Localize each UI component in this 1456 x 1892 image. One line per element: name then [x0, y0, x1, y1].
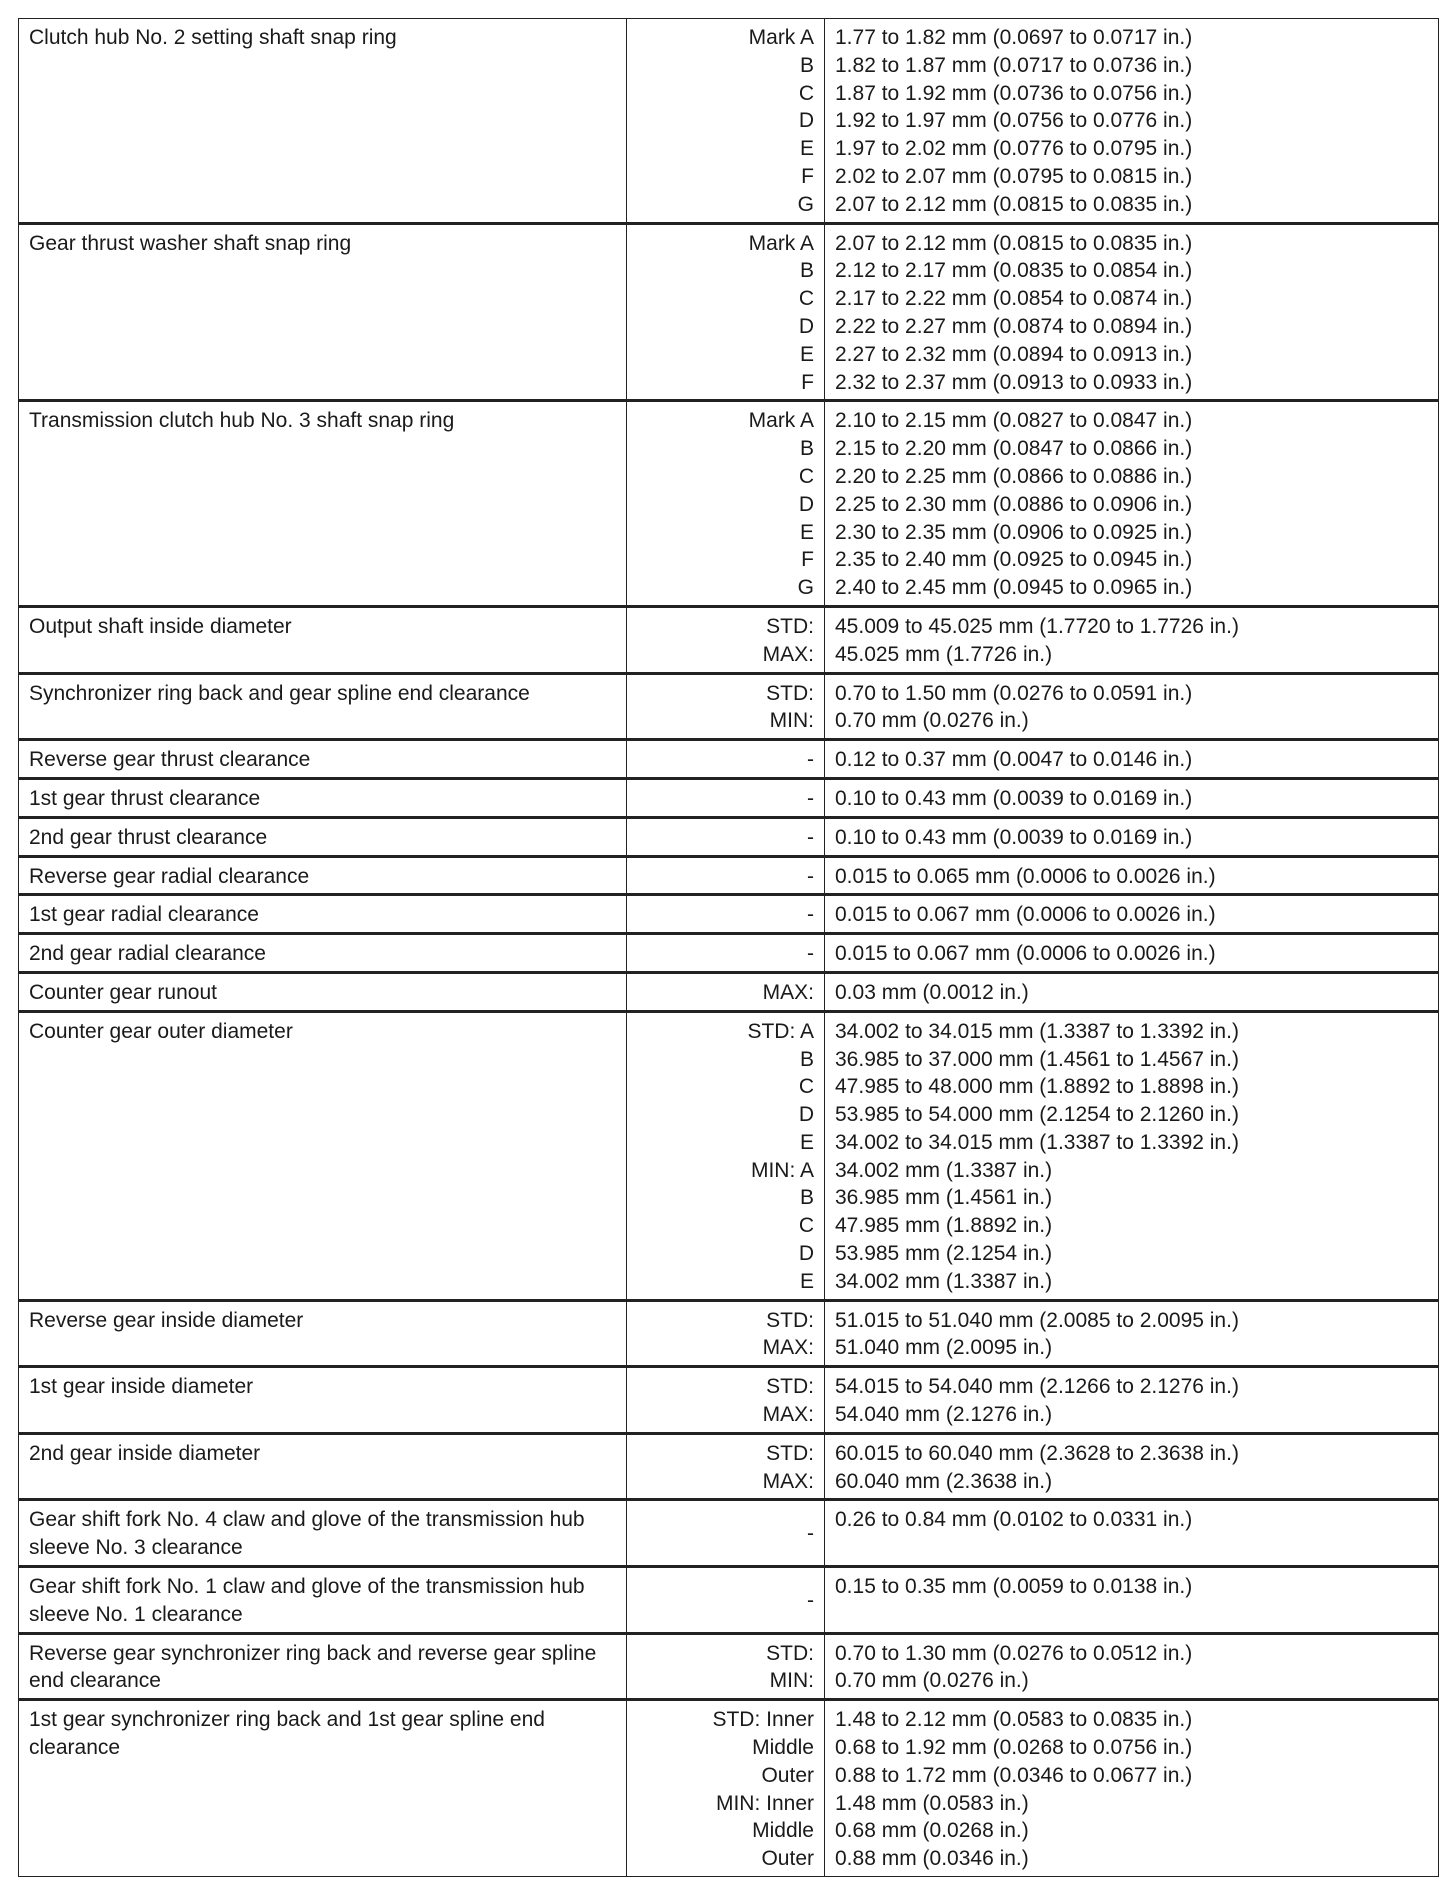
condition-label: C — [798, 1214, 814, 1238]
condition-label: - — [807, 903, 814, 927]
condition-label: - — [807, 864, 814, 888]
spec-value: 0.70 mm (0.0276 in.) — [835, 709, 1029, 733]
condition-label: - — [807, 748, 814, 772]
spec-value: 36.985 to 37.000 mm (1.4561 to 1.4567 in.) — [835, 1047, 1239, 1071]
spec-value: 60.015 to 60.040 mm (2.3628 to 2.3638 in.) — [835, 1441, 1239, 1465]
item-label: Counter gear outer diameter — [29, 1019, 293, 1043]
spec-value: 36.985 mm (1.4561 in.) — [835, 1186, 1053, 1210]
spec-value: 34.002 to 34.015 mm (1.3387 to 1.3392 in.) — [835, 1019, 1239, 1043]
condition-cell — [627, 1433, 825, 1500]
item-cell — [19, 1700, 627, 1877]
spec-value: 0.88 mm (0.0346 in.) — [835, 1847, 1029, 1871]
condition-label: Outer — [761, 1763, 814, 1787]
table-row — [19, 1633, 1439, 1700]
item-label: Gear shift fork No. 1 claw and glove of the transmission hub sleeve No. 1 clearance — [29, 1575, 585, 1626]
item-label: Transmission clutch hub No. 3 shaft snap ring — [29, 409, 455, 433]
table-row — [19, 673, 1439, 740]
condition-label: D — [798, 492, 814, 516]
condition-cell — [627, 1367, 825, 1434]
item-label: 2nd gear thrust clearance — [29, 825, 268, 849]
condition-label: F — [801, 548, 814, 572]
spec-table — [18, 18, 1439, 1877]
condition-cell — [627, 972, 825, 1011]
condition-label: D — [798, 314, 814, 338]
table-row — [19, 1433, 1439, 1500]
spec-value: 0.015 to 0.067 mm (0.0006 to 0.0026 in.) — [835, 942, 1216, 966]
item-label: Gear shift fork No. 4 claw and glove of the transmission hub sleeve No. 3 clearance — [29, 1508, 585, 1560]
condition-label: G — [797, 576, 814, 600]
spec-value: 34.002 mm (1.3387 in.) — [835, 1269, 1053, 1293]
spec-value: 2.02 to 2.07 mm (0.0795 to 0.0815 in.) — [835, 164, 1193, 188]
condition-label: MIN: Inner — [715, 1791, 814, 1815]
spec-cell — [825, 606, 1439, 673]
spec-value: 1.48 to 2.12 mm (0.0583 to 0.0835 in.) — [835, 1708, 1193, 1732]
item-label: 2nd gear inside diameter — [29, 1441, 261, 1465]
item-cell — [19, 1567, 627, 1634]
condition-label: B — [799, 259, 814, 283]
spec-value: 47.985 to 48.000 mm (1.8892 to 1.8898 in.) — [835, 1075, 1239, 1099]
spec-value: 47.985 mm (1.8892 in.) — [835, 1214, 1053, 1238]
condition-cell — [627, 1300, 825, 1367]
table-row — [19, 1700, 1439, 1877]
condition-label: B — [799, 1186, 814, 1210]
table-row — [19, 856, 1439, 895]
item-cell — [19, 1500, 627, 1567]
condition-cell — [627, 895, 825, 934]
table-row — [19, 19, 1439, 224]
spec-value: 2.32 to 2.37 mm (0.0913 to 0.0933 in.) — [835, 370, 1193, 394]
condition-cell — [627, 1500, 825, 1567]
item-label: Reverse gear inside diameter — [29, 1308, 304, 1332]
item-cell — [19, 1300, 627, 1367]
spec-table-body — [19, 19, 1439, 1877]
spec-cell — [825, 1300, 1439, 1367]
spec-cell — [825, 740, 1439, 779]
condition-label: C — [798, 1075, 814, 1099]
table-row — [19, 1500, 1439, 1567]
table-row — [19, 895, 1439, 934]
spec-value: 0.12 to 0.37 mm (0.0047 to 0.0146 in.) — [835, 748, 1193, 772]
table-row — [19, 1300, 1439, 1367]
spec-cell — [825, 1633, 1439, 1700]
condition-label: Middle — [752, 1819, 814, 1843]
spec-value: 51.015 to 51.040 mm (2.0085 to 2.0095 in.) — [835, 1308, 1239, 1332]
spec-cell — [825, 1011, 1439, 1300]
spec-value: 0.015 to 0.065 mm (0.0006 to 0.0026 in.) — [835, 864, 1216, 888]
item-cell — [19, 1633, 627, 1700]
spec-cell — [825, 817, 1439, 856]
spec-value: 53.985 to 54.000 mm (2.1254 to 2.1260 in.) — [835, 1103, 1239, 1127]
condition-label: - — [807, 825, 814, 849]
condition-label: STD: — [766, 681, 814, 705]
item-cell — [19, 972, 627, 1011]
spec-value: 2.35 to 2.40 mm (0.0925 to 0.0945 in.) — [835, 548, 1193, 572]
condition-cell — [627, 817, 825, 856]
condition-cell — [627, 19, 825, 224]
spec-cell — [825, 19, 1439, 224]
condition-label: D — [798, 1242, 814, 1266]
condition-label: - — [807, 1588, 814, 1612]
item-label: 1st gear thrust clearance — [29, 786, 261, 810]
table-row — [19, 740, 1439, 779]
condition-label: D — [798, 1103, 814, 1127]
spec-value: 0.70 mm (0.0276 in.) — [835, 1669, 1029, 1693]
item-label: Counter gear runout — [29, 980, 217, 1004]
condition-cell — [627, 1633, 825, 1700]
item-cell — [19, 817, 627, 856]
condition-label: MIN: A — [750, 1158, 814, 1182]
condition-label: MAX: — [762, 1336, 814, 1360]
condition-label: F — [801, 164, 814, 188]
spec-value: 2.40 to 2.45 mm (0.0945 to 0.0965 in.) — [835, 576, 1193, 600]
table-row — [19, 1567, 1439, 1634]
spec-value: 0.15 to 0.35 mm (0.0059 to 0.0138 in.) — [835, 1575, 1193, 1599]
item-cell — [19, 401, 627, 607]
condition-label: - — [807, 786, 814, 810]
table-row — [19, 1011, 1439, 1300]
condition-label: E — [799, 520, 814, 544]
item-label: Reverse gear thrust clearance — [29, 748, 311, 772]
spec-value: 2.27 to 2.32 mm (0.0894 to 0.0913 in.) — [835, 342, 1193, 366]
table-row — [19, 1367, 1439, 1434]
item-cell — [19, 1011, 627, 1300]
condition-label: Outer — [761, 1847, 814, 1871]
spec-value: 0.10 to 0.43 mm (0.0039 to 0.0169 in.) — [835, 786, 1193, 810]
condition-label: G — [797, 192, 814, 216]
item-cell — [19, 778, 627, 817]
condition-label: B — [799, 53, 814, 77]
spec-value: 0.70 to 1.30 mm (0.0276 to 0.0512 in.) — [835, 1641, 1193, 1665]
spec-value: 2.15 to 2.20 mm (0.0847 to 0.0866 in.) — [835, 437, 1193, 461]
table-row — [19, 778, 1439, 817]
item-label: Reverse gear radial clearance — [29, 864, 310, 888]
item-label: Gear thrust washer shaft snap ring — [29, 231, 352, 255]
condition-label: STD: — [766, 1641, 814, 1665]
item-cell — [19, 856, 627, 895]
table-row — [19, 223, 1439, 401]
condition-label: - — [807, 1522, 814, 1546]
condition-label: MAX: — [762, 642, 814, 666]
item-cell — [19, 673, 627, 740]
item-cell — [19, 606, 627, 673]
item-cell — [19, 740, 627, 779]
spec-value: 54.015 to 54.040 mm (2.1266 to 2.1276 in.) — [835, 1375, 1239, 1399]
item-cell — [19, 19, 627, 224]
spec-value: 2.30 to 2.35 mm (0.0906 to 0.0925 in.) — [835, 520, 1193, 544]
condition-label: - — [807, 942, 814, 966]
condition-cell — [627, 401, 825, 607]
condition-label: STD: A — [747, 1019, 814, 1043]
table-row — [19, 817, 1439, 856]
condition-cell — [627, 223, 825, 401]
item-cell — [19, 1433, 627, 1500]
condition-label: Mark A — [748, 409, 814, 433]
spec-cell — [825, 401, 1439, 607]
spec-value: 1.87 to 1.92 mm (0.0736 to 0.0756 in.) — [835, 81, 1193, 105]
condition-cell — [627, 673, 825, 740]
condition-label: Middle — [752, 1736, 814, 1760]
condition-label: STD: — [766, 1308, 814, 1332]
spec-cell — [825, 1433, 1439, 1500]
condition-label: E — [799, 342, 814, 366]
spec-value: 0.26 to 0.84 mm (0.0102 to 0.0331 in.) — [835, 1508, 1193, 1532]
spec-cell — [825, 1700, 1439, 1877]
spec-cell — [825, 856, 1439, 895]
spec-value: 1.82 to 1.87 mm (0.0717 to 0.0736 in.) — [835, 53, 1193, 77]
spec-value: 2.17 to 2.22 mm (0.0854 to 0.0874 in.) — [835, 287, 1193, 311]
item-cell — [19, 1367, 627, 1434]
spec-value: 1.92 to 1.97 mm (0.0756 to 0.0776 in.) — [835, 109, 1193, 133]
spec-cell — [825, 1500, 1439, 1567]
spec-value: 0.03 mm (0.0012 in.) — [835, 980, 1029, 1004]
condition-label: E — [799, 137, 814, 161]
spec-cell — [825, 673, 1439, 740]
item-label: Synchronizer ring back and gear spline end clearance — [29, 681, 530, 705]
spec-value: 0.88 to 1.72 mm (0.0346 to 0.0677 in.) — [835, 1763, 1193, 1787]
item-label: Output shaft inside diameter — [29, 614, 292, 638]
condition-cell — [627, 1011, 825, 1300]
spec-value: 0.10 to 0.43 mm (0.0039 to 0.0169 in.) — [835, 825, 1193, 849]
condition-label: C — [798, 81, 814, 105]
condition-cell — [627, 1567, 825, 1634]
spec-value: 53.985 mm (2.1254 in.) — [835, 1242, 1053, 1266]
spec-value: 45.025 mm (1.7726 in.) — [835, 642, 1053, 666]
condition-label: F — [801, 370, 814, 394]
spec-value: 0.68 to 1.92 mm (0.0268 to 0.0756 in.) — [835, 1736, 1193, 1760]
condition-label: STD: — [766, 1441, 814, 1465]
spec-cell — [825, 934, 1439, 973]
spec-cell — [825, 778, 1439, 817]
spec-value: 0.70 to 1.50 mm (0.0276 to 0.0591 in.) — [835, 681, 1193, 705]
spec-value: 2.07 to 2.12 mm (0.0815 to 0.0835 in.) — [835, 192, 1193, 216]
condition-label: C — [798, 464, 814, 488]
spec-value: 34.002 to 34.015 mm (1.3387 to 1.3392 in.) — [835, 1130, 1239, 1154]
condition-cell — [627, 934, 825, 973]
condition-label: STD: — [766, 614, 814, 638]
condition-label: MAX: — [762, 980, 814, 1004]
spec-value: 1.48 mm (0.0583 in.) — [835, 1791, 1029, 1815]
spec-value: 2.07 to 2.12 mm (0.0815 to 0.0835 in.) — [835, 231, 1193, 255]
condition-cell — [627, 740, 825, 779]
condition-label: D — [798, 109, 814, 133]
condition-label: E — [799, 1269, 814, 1293]
spec-value: 2.12 to 2.17 mm (0.0835 to 0.0854 in.) — [835, 259, 1193, 283]
spec-value: 60.040 mm (2.3638 in.) — [835, 1469, 1053, 1493]
spec-value: 2.22 to 2.27 mm (0.0874 to 0.0894 in.) — [835, 314, 1193, 338]
condition-label: MIN: — [769, 709, 814, 733]
spec-value: 45.009 to 45.025 mm (1.7720 to 1.7726 in.) — [835, 614, 1239, 638]
spec-value: 1.77 to 1.82 mm (0.0697 to 0.0717 in.) — [835, 26, 1193, 49]
item-label: Reverse gear synchronizer ring back and reverse gear spline end clearance — [29, 1641, 597, 1693]
condition-label: E — [799, 1130, 814, 1154]
spec-value: 2.10 to 2.15 mm (0.0827 to 0.0847 in.) — [835, 409, 1193, 433]
spec-value: 0.68 mm (0.0268 in.) — [835, 1819, 1029, 1843]
spec-value: 51.040 mm (2.0095 in.) — [835, 1336, 1053, 1360]
condition-label: Mark A — [748, 231, 814, 255]
table-row — [19, 934, 1439, 973]
item-label: 2nd gear radial clearance — [29, 942, 266, 966]
spec-cell — [825, 1567, 1439, 1634]
condition-label: MIN: — [769, 1669, 814, 1693]
spec-cell — [825, 972, 1439, 1011]
condition-cell — [627, 1700, 825, 1877]
spec-value: 2.20 to 2.25 mm (0.0866 to 0.0886 in.) — [835, 464, 1193, 488]
item-cell — [19, 223, 627, 401]
condition-label: B — [799, 1047, 814, 1071]
table-row — [19, 401, 1439, 607]
table-row — [19, 606, 1439, 673]
condition-label: STD: Inner — [712, 1708, 814, 1732]
table-row — [19, 972, 1439, 1011]
condition-label: MAX: — [762, 1403, 814, 1427]
condition-cell — [627, 778, 825, 817]
condition-label: B — [799, 437, 814, 461]
condition-label: C — [798, 287, 814, 311]
spec-value: 0.015 to 0.067 mm (0.0006 to 0.0026 in.) — [835, 903, 1216, 927]
condition-label: STD: — [766, 1375, 814, 1399]
spec-value: 54.040 mm (2.1276 in.) — [835, 1403, 1053, 1427]
item-label: Clutch hub No. 2 setting shaft snap ring — [29, 26, 397, 49]
spec-value: 1.97 to 2.02 mm (0.0776 to 0.0795 in.) — [835, 137, 1193, 161]
item-cell — [19, 934, 627, 973]
item-label: 1st gear synchronizer ring back and 1st gear spline end clearance — [29, 1708, 545, 1760]
item-cell — [19, 895, 627, 934]
item-label: 1st gear inside diameter — [29, 1375, 254, 1399]
item-label: 1st gear radial clearance — [29, 903, 259, 927]
condition-cell — [627, 606, 825, 673]
spec-cell — [825, 1367, 1439, 1434]
spec-cell — [825, 895, 1439, 934]
spec-value: 34.002 mm (1.3387 in.) — [835, 1158, 1053, 1182]
condition-label: Mark A — [748, 26, 814, 49]
spec-cell — [825, 223, 1439, 401]
spec-value: 2.25 to 2.30 mm (0.0886 to 0.0906 in.) — [835, 492, 1193, 516]
condition-cell — [627, 856, 825, 895]
condition-label: MAX: — [762, 1469, 814, 1493]
